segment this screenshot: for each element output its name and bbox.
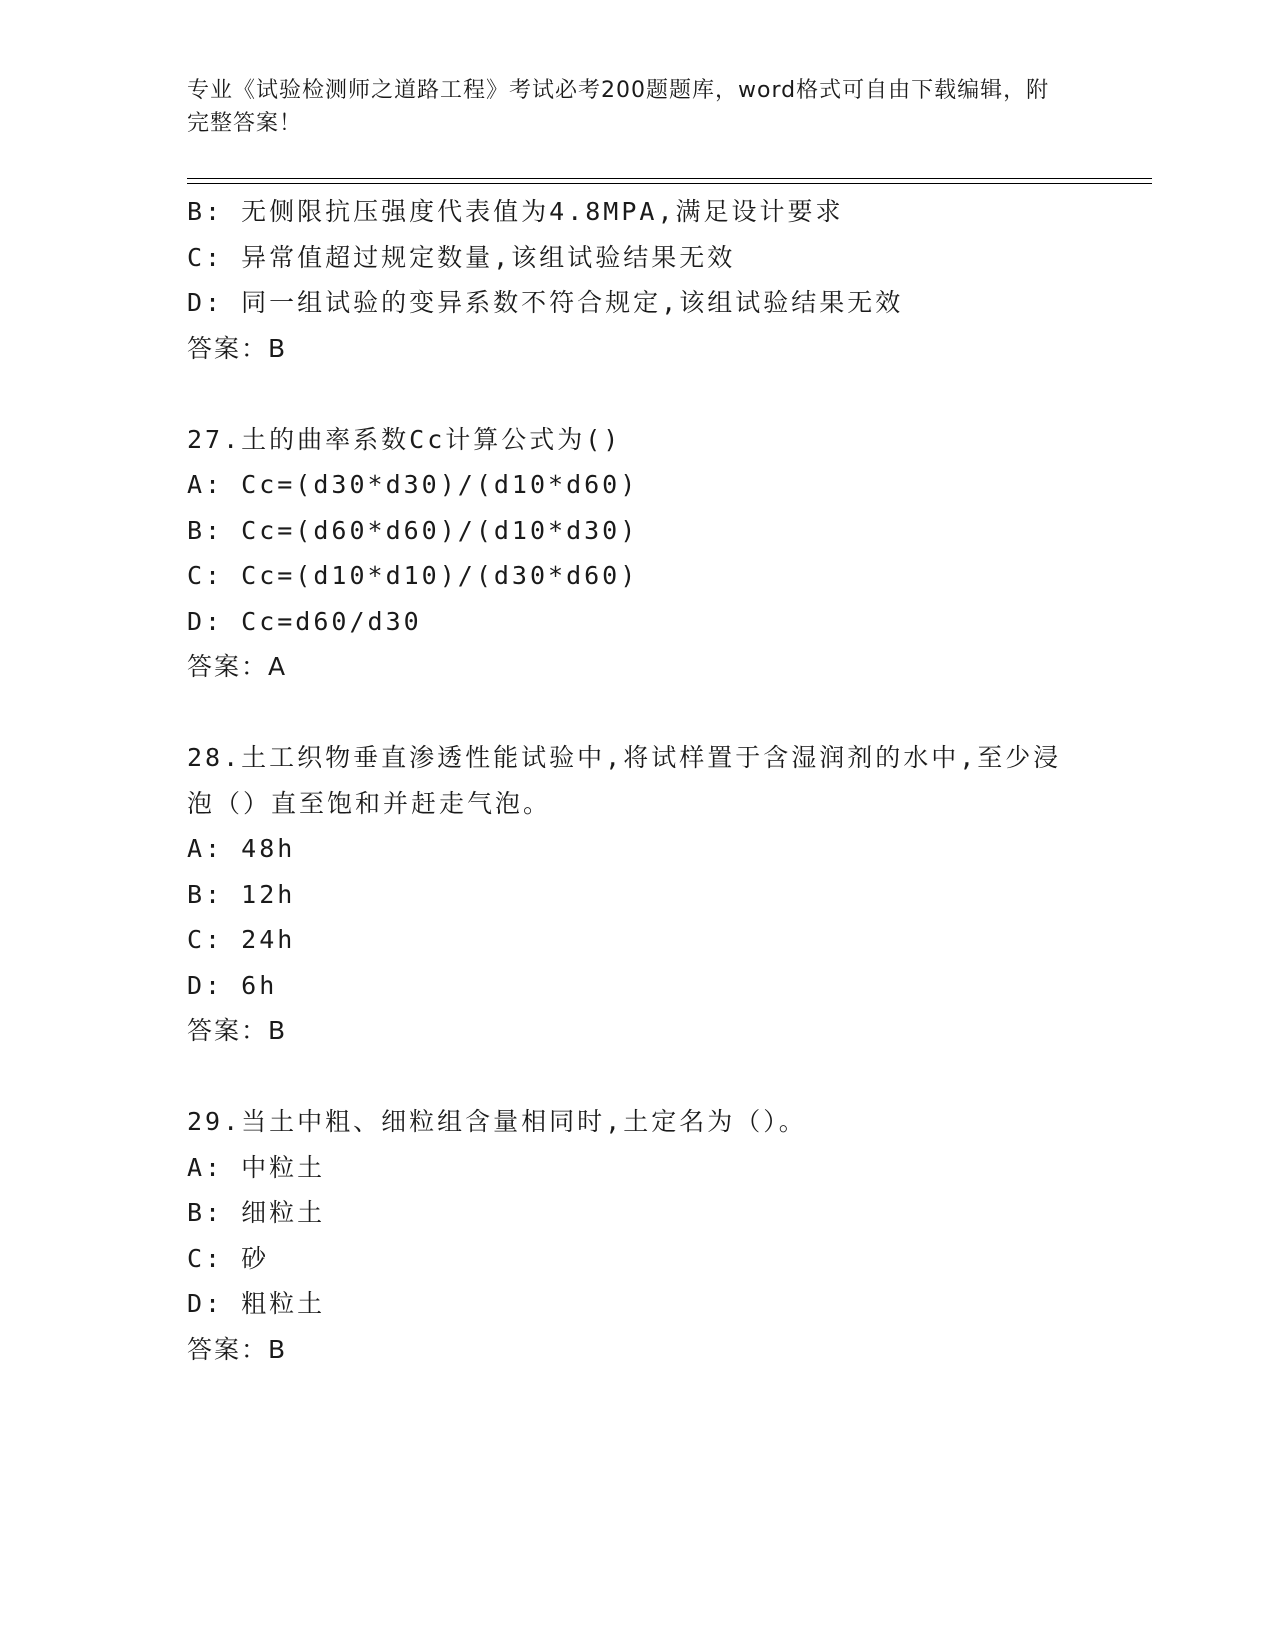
header-divider-bottom bbox=[187, 183, 1152, 184]
question-list bbox=[187, 189, 1087, 1372]
option-b: B: 无侧限抗压强度代表值为4.8MPA,满足设计要求 bbox=[187, 197, 844, 226]
question-block-29 bbox=[187, 1099, 1087, 1372]
question-stem: 28.土工织物垂直渗透性能试验中,将试样置于含湿润剂的水中,至少浸泡（）直至饱和并赶走气泡。 bbox=[187, 743, 1062, 818]
question-stem: 29.当土中粗、细粒组含量相同时,土定名为（）。 bbox=[187, 1107, 807, 1136]
header-divider-top bbox=[187, 178, 1152, 179]
answer-line: 答案：B bbox=[187, 1334, 288, 1364]
question-block-prev bbox=[187, 189, 1087, 371]
option-d: D: Cc=d60/d30 bbox=[187, 606, 422, 636]
option-a: A: 中粒土 bbox=[187, 1152, 326, 1182]
option-c: C: 异常值超过规定数量,该组试验结果无效 bbox=[187, 242, 736, 272]
option-d: D: 6h bbox=[187, 970, 278, 1000]
option-c: C: 24h bbox=[187, 925, 296, 954]
option-b: B: 细粒土 bbox=[187, 1198, 326, 1227]
document-header: 专业《试验检测师之道路工程》考试必考200题题库，word格式可自由下载编辑，附完整答案！ bbox=[187, 78, 1050, 136]
answer-line: 答案：A bbox=[187, 652, 288, 681]
question-stem: 27.土的曲率系数Cc计算公式为() bbox=[187, 424, 622, 454]
option-c: C: 砂 bbox=[187, 1243, 270, 1273]
question-block-28 bbox=[187, 735, 1087, 1054]
option-b: B: Cc=(d60*d60)/(d10*d30) bbox=[187, 515, 639, 545]
option-c: C: Cc=(d10*d10)/(d30*d60) bbox=[187, 561, 639, 590]
option-a: A: 48h bbox=[187, 834, 296, 863]
question-block-27 bbox=[187, 417, 1087, 690]
option-d: D: 粗粒土 bbox=[187, 1289, 326, 1318]
option-a: A: Cc=(d30*d30)/(d10*d60) bbox=[187, 470, 639, 499]
answer-line: 答案：B bbox=[187, 1016, 288, 1045]
option-b: B: 12h bbox=[187, 879, 296, 909]
answer-line: 答案：B bbox=[187, 333, 288, 363]
option-d: D: 同一组试验的变异系数不符合规定,该组试验结果无效 bbox=[187, 288, 904, 317]
